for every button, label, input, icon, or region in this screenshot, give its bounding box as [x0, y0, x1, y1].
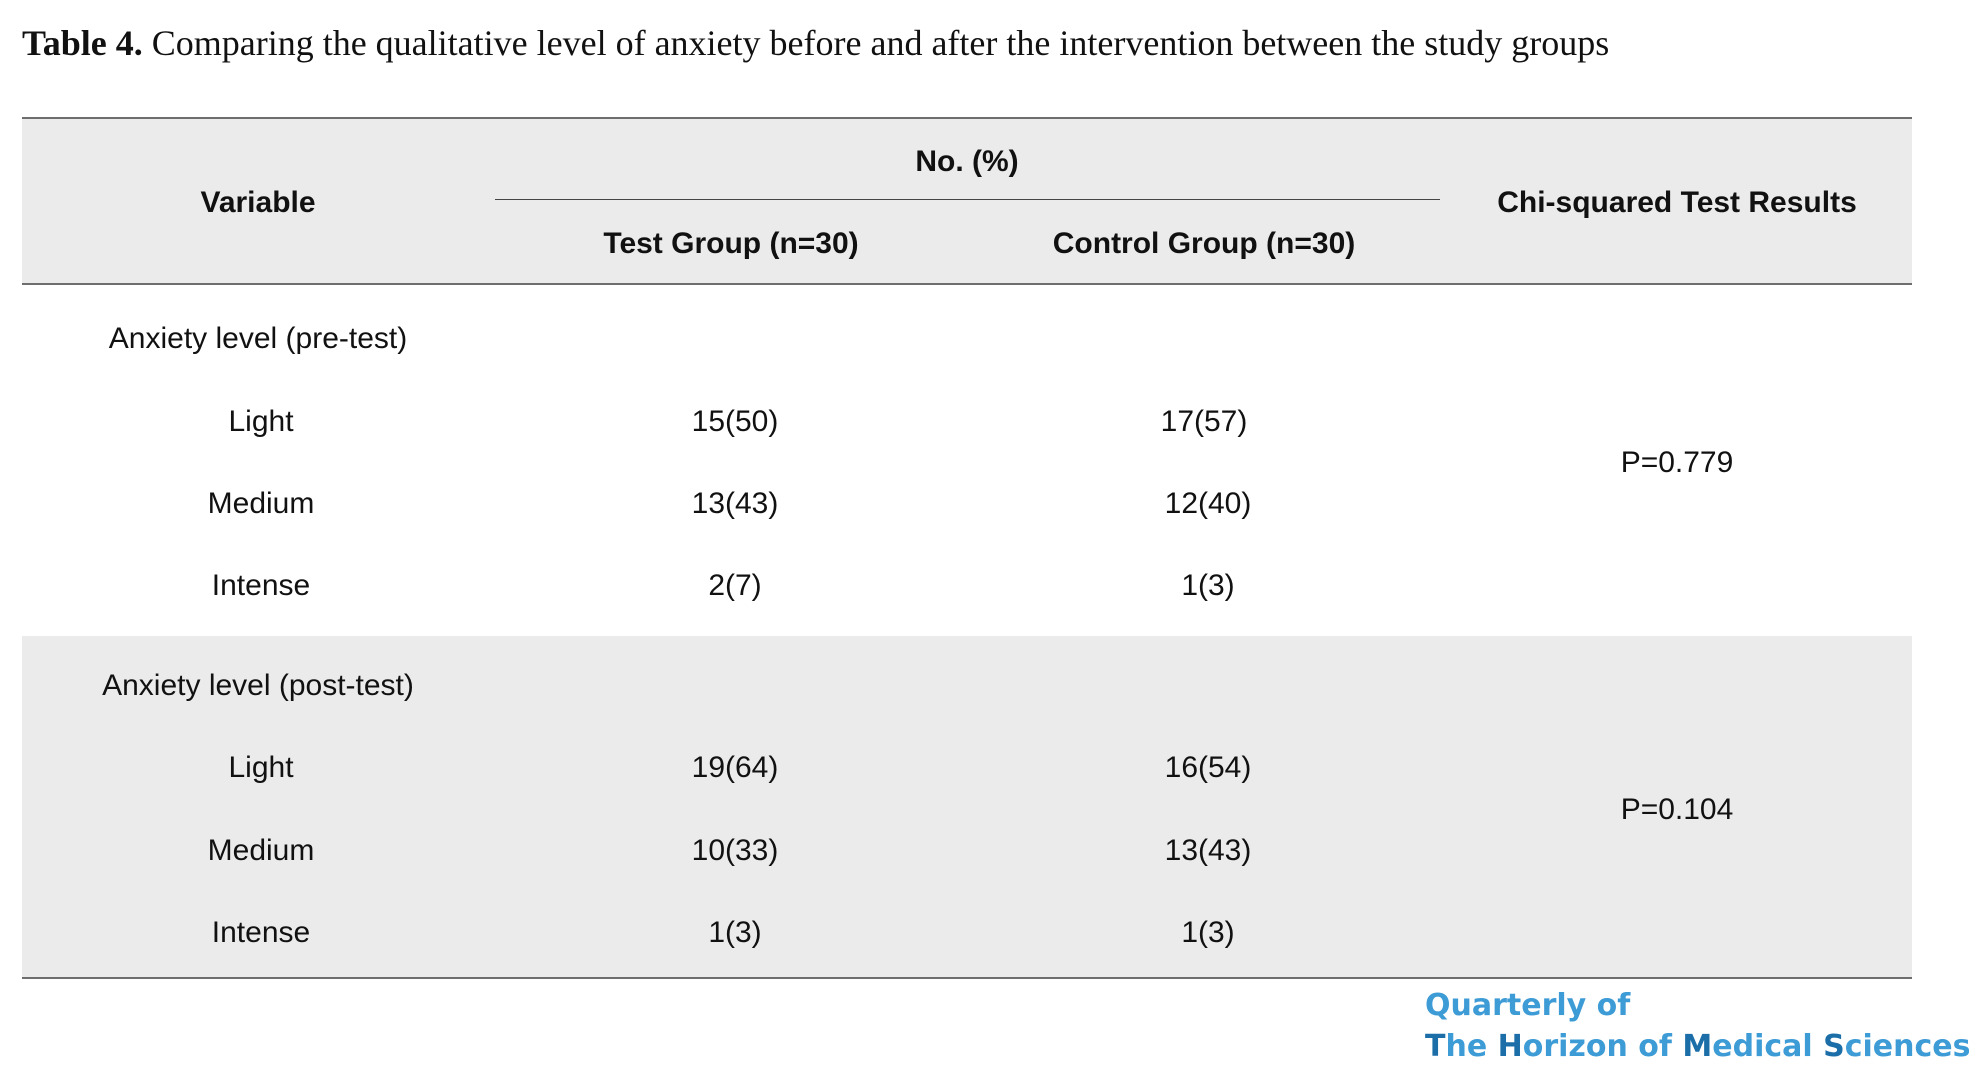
p-value: P=0.104 — [1620, 793, 1734, 826]
test-value: 2(7) — [708, 569, 762, 602]
test-value: 15(50) — [691, 405, 779, 438]
control-value: 12(40) — [1164, 487, 1252, 520]
test-value: 19(64) — [691, 751, 779, 784]
header-variable: Variable — [200, 186, 316, 219]
top-rule — [22, 117, 1912, 119]
journal-logo-line1: Quarterly of — [1425, 988, 1631, 1023]
table-caption-text: Comparing the qualitative level of anxiety before and after the intervention between the study groups — [151, 23, 1610, 63]
level-label: Intense — [211, 569, 311, 602]
journal-logo-line2: The Horizon of Medical Sciences — [1425, 1029, 1971, 1064]
test-value: 13(43) — [691, 487, 779, 520]
control-value: 1(3) — [1181, 916, 1235, 949]
bottom-rule — [22, 977, 1912, 979]
test-value: 1(3) — [708, 916, 762, 949]
level-label: Light — [228, 751, 294, 784]
p-value: P=0.779 — [1620, 446, 1734, 479]
header-group-underline — [495, 199, 1440, 200]
control-value: 1(3) — [1181, 569, 1235, 602]
table-caption — [22, 22, 1609, 64]
level-label: Medium — [207, 834, 315, 867]
section-title: Anxiety level (pre-test) — [108, 322, 408, 355]
header-group: No. (%) — [915, 145, 1019, 178]
header-chi-squared: Chi-squared Test Results — [1497, 186, 1857, 219]
level-label: Light — [228, 405, 294, 438]
header-test-group: Test Group (n=30) — [603, 227, 859, 260]
journal-logo — [1425, 985, 1971, 1067]
level-label: Intense — [211, 916, 311, 949]
header-control-group: Control Group (n=30) — [1052, 227, 1356, 260]
level-label: Medium — [207, 487, 315, 520]
section-title: Anxiety level (post-test) — [102, 669, 414, 702]
header-bottom-rule — [22, 283, 1912, 285]
control-value: 17(57) — [1160, 405, 1248, 438]
test-value: 10(33) — [691, 834, 779, 867]
table-caption-label: Table 4. — [22, 23, 143, 63]
control-value: 16(54) — [1164, 751, 1252, 784]
control-value: 13(43) — [1164, 834, 1252, 867]
